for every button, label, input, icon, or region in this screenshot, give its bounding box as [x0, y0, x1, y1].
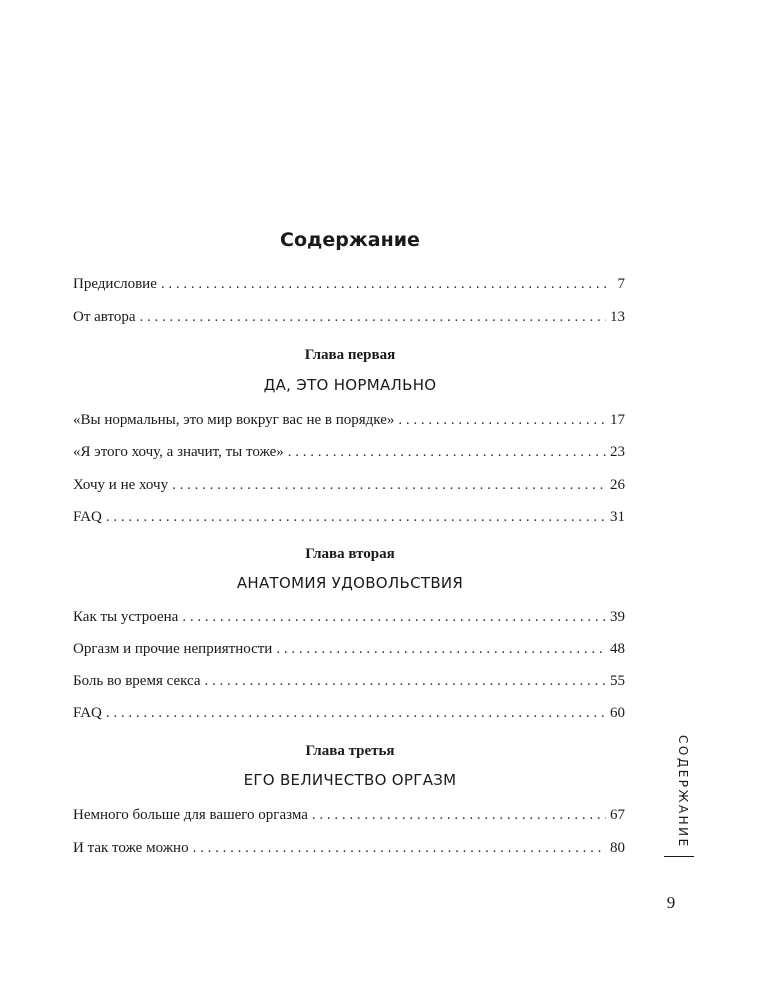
entry-label: Оргазм и прочие неприятности	[73, 641, 273, 657]
page-number: 9	[666, 893, 676, 912]
entry-page: 23	[610, 444, 625, 460]
dot-leader	[398, 412, 606, 429]
entry-page: 48	[610, 641, 625, 657]
toc-entry[interactable]	[73, 840, 625, 862]
toc-entry[interactable]	[73, 509, 625, 531]
entry-label: Боль во время секса	[73, 673, 201, 689]
toc-entry[interactable]	[73, 477, 625, 499]
chapter-title: АНАТОМИЯ УДОВОЛЬСТВИЯ	[236, 574, 464, 592]
toc-title: Содержание	[280, 229, 420, 251]
entry-page: 13	[610, 309, 625, 325]
dot-leader	[182, 609, 606, 626]
toc-entry[interactable]	[73, 807, 625, 829]
entry-page: 80	[610, 840, 625, 856]
chapter-label: Глава вторая	[305, 546, 395, 562]
dot-leader	[106, 705, 606, 722]
chapter-title: ЕГО ВЕЛИЧЕСТВО ОРГАЗМ	[243, 771, 457, 789]
toc-entry[interactable]	[73, 705, 625, 727]
entry-label: «Я этого хочу, а значит, ты тоже»	[73, 444, 284, 460]
dot-leader	[172, 477, 606, 494]
toc-entry[interactable]	[73, 309, 625, 331]
chapter-label: Глава первая	[304, 347, 396, 363]
dot-leader	[106, 509, 606, 526]
entry-label: От автора	[73, 309, 136, 325]
entry-page: 31	[610, 509, 625, 525]
entry-label: Хочу и не хочу	[73, 477, 169, 493]
entry-label: И так тоже можно	[73, 840, 189, 856]
margin-divider	[664, 856, 694, 857]
entry-label: «Вы нормальны, это мир вокруг вас не в порядке»	[73, 412, 395, 428]
dot-leader	[276, 641, 606, 658]
entry-page: 26	[610, 477, 625, 493]
entry-page: 17	[610, 412, 625, 428]
entry-page: 67	[610, 807, 625, 823]
toc-entry[interactable]	[73, 641, 625, 663]
entry-page: 7	[617, 276, 625, 292]
entry-label: FAQ	[73, 705, 102, 721]
dot-leader	[161, 276, 607, 293]
toc-entry[interactable]	[73, 412, 625, 434]
entry-page: 60	[610, 705, 625, 721]
dot-leader	[140, 309, 606, 326]
toc-entry[interactable]	[73, 609, 625, 631]
entry-page: 55	[610, 673, 625, 689]
chapter-title: ДА, ЭТО НОРМАЛЬНО	[263, 376, 437, 394]
entry-label: Как ты устроена	[73, 609, 179, 625]
toc-entry[interactable]	[73, 673, 625, 695]
entry-page: 39	[610, 609, 625, 625]
entry-label: FAQ	[73, 509, 102, 525]
toc-entry[interactable]	[73, 444, 625, 466]
dot-leader	[193, 840, 606, 857]
toc-entry[interactable]	[73, 276, 625, 298]
dot-leader	[312, 807, 606, 824]
dot-leader	[205, 673, 606, 690]
entry-label: Немного больше для вашего оргазма	[73, 807, 308, 823]
dot-leader	[288, 444, 606, 461]
chapter-label: Глава третья	[305, 743, 395, 759]
entry-label: Предисловие	[73, 276, 157, 292]
running-title: СОДЕРЖАНИЕ	[676, 735, 690, 849]
